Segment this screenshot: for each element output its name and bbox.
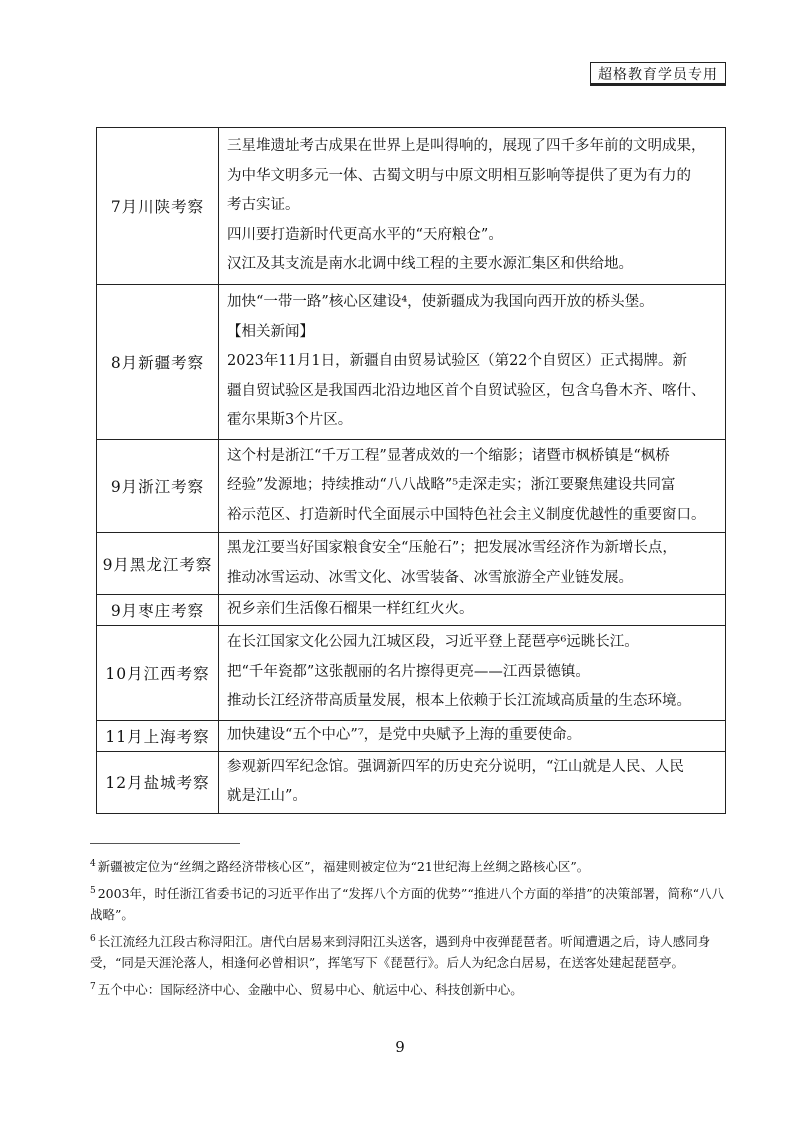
description-line: 疆自贸试验区是我国西北沿边地区首个自贸试验区，包含乌鲁木齐、喀什、 bbox=[227, 382, 706, 399]
table-row bbox=[97, 595, 726, 626]
description-cell bbox=[219, 285, 726, 440]
description-line: 祝乡亲们生活像石榴果一样红红火火。 bbox=[227, 601, 474, 617]
month-cell: 8月新疆考察 bbox=[97, 285, 219, 440]
table-row bbox=[97, 128, 726, 285]
footnote-number: 4 bbox=[90, 859, 96, 869]
description-cell bbox=[219, 440, 726, 533]
footnotes bbox=[90, 854, 726, 1005]
table-row bbox=[97, 533, 726, 595]
table-row bbox=[97, 625, 726, 720]
description-line: 加快建设“五个中心”⁷，是党中央赋予上海的重要使命。 bbox=[227, 726, 582, 743]
description-cell bbox=[219, 533, 726, 595]
description-line: 推动冰雪运动、冰雪文化、冰雪装备、冰雪旅游全产业链发展。 bbox=[227, 569, 633, 586]
table-row bbox=[97, 751, 726, 813]
month-cell: 12月盐城考察 bbox=[97, 751, 219, 813]
description-line: 就是江山”。 bbox=[227, 788, 307, 804]
footnote bbox=[90, 881, 726, 925]
description-line: 三星堆遗址考古成果在世界上是叫得响的，展现了四千多年前的文明成果， bbox=[227, 138, 706, 155]
month-cell: 9月黑龙江考察 bbox=[97, 533, 219, 595]
table-row bbox=[97, 720, 726, 751]
description-line: 四川要打造新时代更高水平的“天府粮仓”。 bbox=[227, 226, 503, 243]
description-line: 加快“一带一路”核心区建设⁴，使新疆成为我国向西开放的桥头堡。 bbox=[227, 294, 654, 311]
description-cell bbox=[219, 720, 726, 751]
footnote-divider bbox=[90, 843, 240, 844]
month-cell: 9月枣庄考察 bbox=[97, 595, 219, 626]
month-cell: 11月上海考察 bbox=[97, 720, 219, 751]
footnote-number: 6 bbox=[90, 934, 96, 945]
description-line: 在长江国家文化公园九江城区段，习近平登上琵琶亭⁶远眺长江。 bbox=[227, 634, 639, 651]
description-line: 这个村是浙江“千万工程”显著成效的一个缩影；诸暨市枫桥镇是“枫桥 bbox=[227, 447, 670, 464]
description-line: 把“千年瓷都”这张靓丽的名片擦得更亮——江西景德镇。 bbox=[227, 663, 590, 680]
description-line: 2023年11月1日，新疆自由贸易试验区（第22个自贸区）正式揭牌。新 bbox=[227, 353, 688, 370]
description-cell bbox=[219, 595, 726, 626]
description-line: 考古实证。 bbox=[227, 197, 300, 214]
page-number: 9 bbox=[395, 1038, 405, 1056]
footnote-text: 长江流经九江段古称浔阳江。唐代白居易来到浔阳江头送客，遇到舟中夜弹琵琶者。听闻遭遇之后，诗人感同身受，“同是天涯沦落人，相逢何必曾相识”，挥笔写下《琵琶行》。后人为纪念白居易，在送客处建起琵琶亭。 bbox=[90, 934, 711, 971]
footnote bbox=[90, 977, 726, 1000]
description-line: 经验”发源地；持续推动“八八战略”⁵走深走实；浙江要聚焦建设共同富 bbox=[227, 477, 676, 494]
events-table-body bbox=[97, 128, 726, 814]
month-cell: 10月江西考察 bbox=[97, 625, 219, 720]
description-cell bbox=[219, 625, 726, 720]
table-row bbox=[97, 440, 726, 533]
description-line: 参观新四军纪念馆。强调新四军的历史充分说明，“江山就是人民、人民 bbox=[227, 758, 684, 775]
description-line: 霍尔果斯3个片区。 bbox=[227, 412, 353, 429]
footnote bbox=[90, 929, 726, 973]
table-row bbox=[97, 285, 726, 440]
description-line: 推动长江经济带高质量发展，根本上依赖于长江流域高质量的生态环境。 bbox=[227, 693, 691, 710]
description-line: 黑龙江要当好国家粮食安全“压舱石”；把发展冰雪经济作为新增长点， bbox=[227, 540, 677, 556]
footnote-number: 7 bbox=[90, 982, 96, 993]
description-line: 为中华文明多元一体、古蜀文明与中原文明相互影响等提供了更为有力的 bbox=[227, 167, 691, 184]
footnote-text: 新疆被定位为“丝绸之路经济带核心区”，福建则被定位为“21世纪海上丝绸之路核心区”。 bbox=[97, 859, 590, 875]
month-cell: 9月浙江考察 bbox=[97, 440, 219, 533]
footnote bbox=[90, 854, 726, 877]
footnote-text: 五个中心：国际经济中心、金融中心、贸易中心、航运中心、科技创新中心。 bbox=[97, 982, 523, 998]
description-cell bbox=[219, 128, 726, 285]
events-table bbox=[96, 127, 726, 814]
header-badge: 超格教育学员专用 bbox=[590, 62, 726, 86]
description-line: 【相关新闻】 bbox=[227, 323, 314, 340]
description-line: 裕示范区、打造新时代全面展示中国特色社会主义制度优越性的重要窗口。 bbox=[227, 506, 706, 523]
footnote-text: 2003年，时任浙江省委书记的习近平作出了“发挥八个方面的优势”“推进八个方面的举措”的决策部署，简称“八八战略”。 bbox=[90, 886, 724, 923]
footnote-number: 5 bbox=[90, 886, 96, 897]
description-line: 汉江及其支流是南水北调中线工程的主要水源汇集区和供给地。 bbox=[227, 256, 633, 273]
month-cell: 7月川陕考察 bbox=[97, 128, 219, 285]
description-cell bbox=[219, 751, 726, 813]
